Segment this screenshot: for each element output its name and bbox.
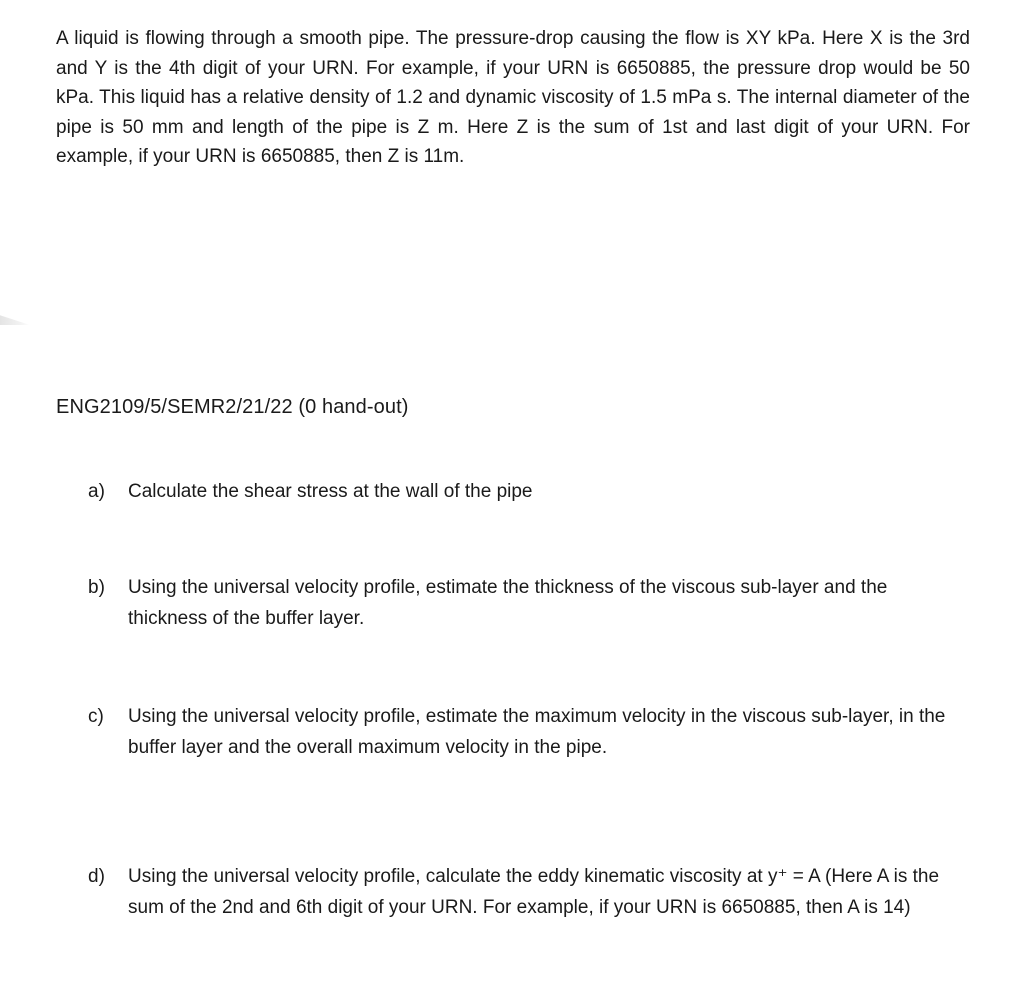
question-c-marker: c) (88, 706, 104, 727)
question-d (88, 861, 968, 923)
question-d-text: Using the universal velocity profile, calculate the eddy kinematic viscosity at y⁺ = A (Here A is the sum of the 2nd and 6th digit of your URN. For example, if your URN is 6650885, then A is 14) (128, 866, 940, 918)
question-d-marker: d) (88, 866, 105, 887)
page-edge-shadow (0, 311, 30, 325)
question-b-marker: b) (88, 577, 105, 598)
problem-statement: A liquid is flowing through a smooth pipe. The pressure-drop causing the flow is XY kPa. Here X is the 3rd and Y is the 4th digit of your URN. For example, if your URN is 6650885, the pressure drop would be 50 kPa. This liquid has a relative density of 1.2 and dynamic viscosity of 1.5 mPa s. The internal diameter of the pipe is 50 mm and length of the pipe is Z m. Here Z is the sum of 1st and last digit of your URN. For example, if your URN is 6650885, then Z is 11m. (56, 28, 970, 167)
question-a (88, 476, 968, 507)
module-code: ENG2109/5/SEMR2/21/22 (0 hand-out) (56, 396, 409, 418)
question-c (88, 701, 968, 763)
question-a-text: Calculate the shear stress at the wall of the pipe (128, 481, 533, 502)
question-c-text: Using the universal velocity profile, estimate the maximum velocity in the viscous sub-layer, in the buffer layer and the overall maximum velocity in the pipe. (128, 706, 946, 758)
question-a-marker: a) (88, 481, 105, 502)
question-b (88, 572, 968, 634)
question-b-text: Using the universal velocity profile, estimate the thickness of the viscous sub-layer and the thickness of the buffer layer. (128, 577, 888, 629)
